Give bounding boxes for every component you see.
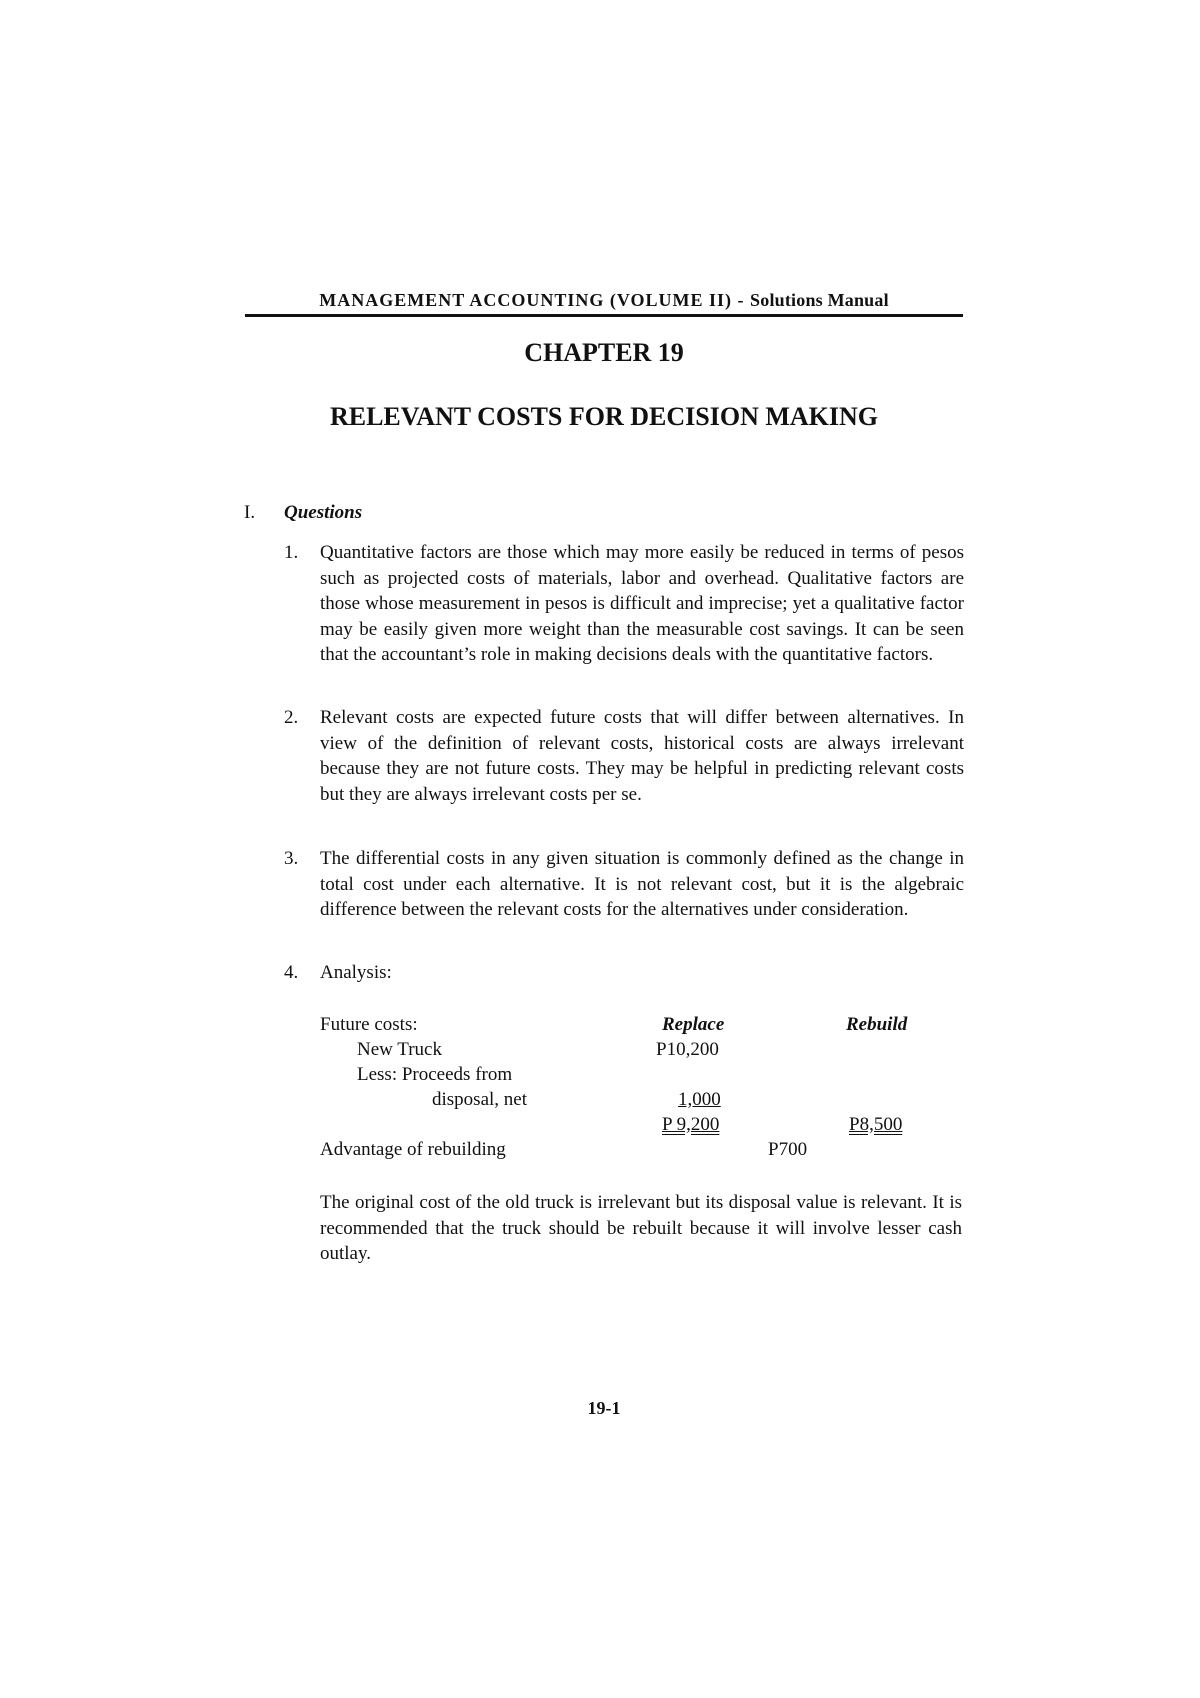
new-truck-label: New Truck xyxy=(357,1039,442,1060)
disposal-replace-value: 1,000 xyxy=(678,1089,721,1110)
total-rebuild-value: P8,500 xyxy=(849,1114,903,1135)
book-subtitle: Solutions Manual xyxy=(750,290,889,310)
disposal-net-label: disposal, net xyxy=(432,1089,527,1110)
total-replace-value: P 9,200 xyxy=(662,1114,720,1135)
column-header-rebuild: Rebuild xyxy=(846,1014,908,1035)
question-item-3 xyxy=(284,846,964,923)
new-truck-replace-value: P10,200 xyxy=(656,1039,719,1060)
advantage-value: P700 xyxy=(768,1139,808,1160)
less-proceeds-label: Less: Proceeds from xyxy=(357,1064,513,1085)
question-text: The differential costs in any given situation is commonly defined as the change in total cost under each alternative. It is not relevant cost, but it is the algebraic difference between the relevant costs for the alternatives under consideration. xyxy=(320,848,964,920)
question-text: Quantitative factors are those which may more easily be reduced in terms of pesos such as projected costs of materials, labor and overhead. Qualitative factors are those whose measurement in pesos is difficult and imprecise; yet a qualitative factor may be easily given more weight than the measurable cost savings. It can be seen that the accountant’s role in making decisions deals with the quantitative factors. xyxy=(320,542,964,665)
page-number: 19-1 xyxy=(587,1398,621,1418)
question-item-1 xyxy=(284,540,964,668)
section-title: Questions xyxy=(284,502,363,523)
question-text: Relevant costs are expected future costs that will differ between alternatives. In view of the definition of relevant costs, historical costs are always irrelevant because they are not future costs. They may be helpful in predicting relevant costs but they are always irrelevant costs per se. xyxy=(320,707,964,805)
future-costs-label: Future costs: xyxy=(320,1014,418,1035)
analysis-table xyxy=(320,1010,960,1170)
header-separator: - xyxy=(732,290,751,310)
chapter-number: CHAPTER 19 xyxy=(524,338,684,367)
column-header-replace: Replace xyxy=(662,1014,725,1035)
section-numeral: I. xyxy=(244,502,256,523)
running-header xyxy=(245,290,963,311)
question-item-4 xyxy=(284,960,964,986)
question-marker: 4. xyxy=(284,962,299,983)
advantage-label: Advantage of rebuilding xyxy=(320,1139,506,1160)
question-marker: 3. xyxy=(284,848,299,869)
conclusion-paragraph: The original cost of the old truck is irrelevant but its disposal value is relevant. It is recommended that the truck should be rebuilt because it will involve lesser cash outlay. xyxy=(320,1192,962,1264)
question-text: Analysis: xyxy=(320,962,392,983)
book-title: MANAGEMENT ACCOUNTING (VOLUME II) xyxy=(319,290,733,310)
section-heading xyxy=(244,502,362,524)
question-marker: 2. xyxy=(284,707,299,728)
chapter-title: RELEVANT COSTS FOR DECISION MAKING xyxy=(329,402,879,431)
question-marker: 1. xyxy=(284,542,299,563)
header-rule xyxy=(245,314,963,317)
question-item-2 xyxy=(284,705,964,807)
